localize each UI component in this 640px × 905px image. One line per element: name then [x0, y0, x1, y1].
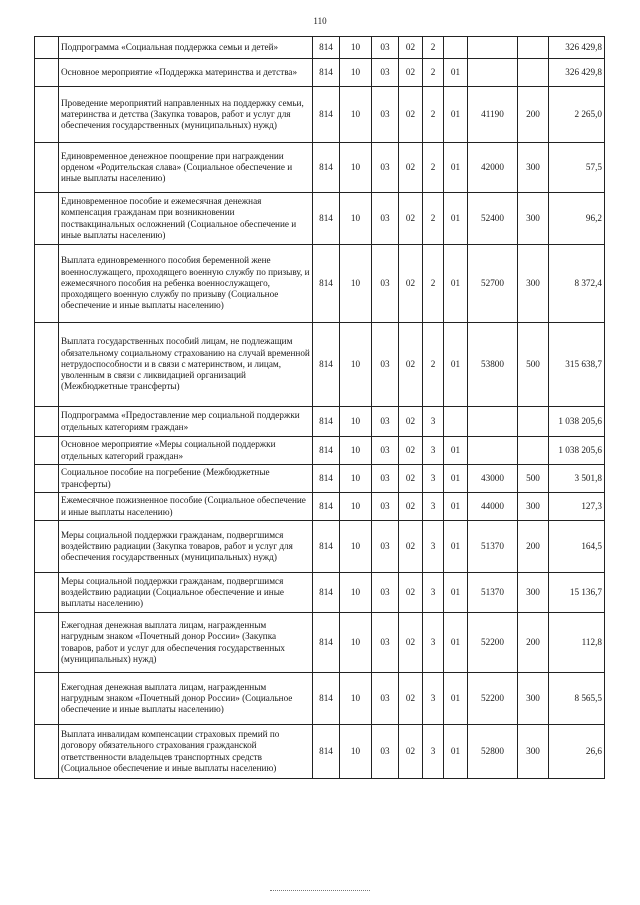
cell-subprogram: 3 — [423, 613, 444, 673]
cell-gr: 814 — [313, 37, 340, 59]
cell-sum: 326 429,8 — [549, 59, 605, 87]
cell-vr: 200 — [518, 613, 549, 673]
cell-direction: 41190 — [468, 87, 518, 143]
cell-program: 02 — [399, 143, 423, 193]
table-row — [35, 143, 605, 193]
cell-name: Выплата единовременного пособия беременной жене военнослужащего, проходящего военную службу по призыву, и ежемесячного пособия на ребенка военнослужащего, проходящего военную службу по призыву (Социальное обеспечение и иные выплаты населению) — [59, 245, 313, 323]
cell-sum: 15 136,7 — [549, 573, 605, 613]
cell-name: Подпрограмма «Социальная поддержка семьи и детей» — [59, 37, 313, 59]
cell-subprogram: 3 — [423, 725, 444, 779]
cell-gr: 814 — [313, 245, 340, 323]
cell-vr: 300 — [518, 245, 549, 323]
cell-subprogram: 3 — [423, 437, 444, 465]
cell-subprogram: 3 — [423, 673, 444, 725]
cell-name: Социальное пособие на погребение (Межбюджетные трансферты) — [59, 465, 313, 493]
cell-pr: 03 — [372, 87, 399, 143]
cell-rz: 10 — [340, 493, 372, 521]
table-row — [35, 37, 605, 59]
cell-blank — [35, 521, 59, 573]
cell-pr: 03 — [372, 613, 399, 673]
cell-measure — [444, 407, 468, 437]
cell-blank — [35, 465, 59, 493]
cell-program: 02 — [399, 521, 423, 573]
cell-sum: 164,5 — [549, 521, 605, 573]
cell-pr: 03 — [372, 673, 399, 725]
cell-subprogram: 3 — [423, 521, 444, 573]
cell-subprogram: 2 — [423, 193, 444, 245]
cell-vr — [518, 37, 549, 59]
cell-pr: 03 — [372, 37, 399, 59]
cell-pr: 03 — [372, 493, 399, 521]
cell-gr: 814 — [313, 673, 340, 725]
cell-rz: 10 — [340, 245, 372, 323]
cell-gr: 814 — [313, 143, 340, 193]
cell-sum: 26,6 — [549, 725, 605, 779]
cell-direction: 52200 — [468, 613, 518, 673]
cell-rz: 10 — [340, 193, 372, 245]
cell-rz: 10 — [340, 725, 372, 779]
cell-program: 02 — [399, 245, 423, 323]
cell-direction: 44000 — [468, 493, 518, 521]
cell-vr — [518, 59, 549, 87]
cell-direction: 51370 — [468, 521, 518, 573]
cell-program: 02 — [399, 323, 423, 407]
cell-pr: 03 — [372, 521, 399, 573]
cell-subprogram: 2 — [423, 323, 444, 407]
cell-blank — [35, 493, 59, 521]
cell-sum: 1 038 205,6 — [549, 437, 605, 465]
cell-blank — [35, 673, 59, 725]
cell-program: 02 — [399, 725, 423, 779]
cell-vr: 300 — [518, 493, 549, 521]
cell-subprogram: 2 — [423, 143, 444, 193]
cell-gr: 814 — [313, 323, 340, 407]
cell-gr: 814 — [313, 59, 340, 87]
cell-name: Основное мероприятие «Меры социальной поддержки отдельных категорий граждан» — [59, 437, 313, 465]
cell-gr: 814 — [313, 87, 340, 143]
table-row — [35, 493, 605, 521]
cell-gr: 814 — [313, 725, 340, 779]
cell-program: 02 — [399, 87, 423, 143]
cell-measure: 01 — [444, 87, 468, 143]
cell-vr: 300 — [518, 573, 549, 613]
cell-measure: 01 — [444, 465, 468, 493]
cell-pr: 03 — [372, 323, 399, 407]
footer-mark — [270, 890, 370, 895]
cell-rz: 10 — [340, 437, 372, 465]
table-row — [35, 725, 605, 779]
cell-direction: 52800 — [468, 725, 518, 779]
cell-gr: 814 — [313, 437, 340, 465]
cell-pr: 03 — [372, 143, 399, 193]
cell-program: 02 — [399, 437, 423, 465]
cell-program: 02 — [399, 193, 423, 245]
cell-name: Выплата государственных пособий лицам, не подлежащим обязательному социальному страхованию на случай временной нетрудоспособности и в связи с материнством, и лицам, уволенным в связи с ликвидацией организаций (Межбюджетные трансферты) — [59, 323, 313, 407]
page-number: 110 — [313, 16, 327, 26]
cell-vr: 200 — [518, 521, 549, 573]
cell-vr: 300 — [518, 725, 549, 779]
cell-blank — [35, 245, 59, 323]
cell-gr: 814 — [313, 613, 340, 673]
cell-vr: 500 — [518, 465, 549, 493]
cell-blank — [35, 725, 59, 779]
cell-blank — [35, 37, 59, 59]
cell-program: 02 — [399, 613, 423, 673]
cell-rz: 10 — [340, 323, 372, 407]
cell-name: Единовременное денежное поощрение при награждении орденом «Родительская слава» (Социальное обеспечение и иные выплаты населению) — [59, 143, 313, 193]
cell-direction: 43000 — [468, 465, 518, 493]
cell-rz: 10 — [340, 465, 372, 493]
cell-sum: 112,8 — [549, 613, 605, 673]
cell-measure: 01 — [444, 673, 468, 725]
cell-program: 02 — [399, 59, 423, 87]
cell-rz: 10 — [340, 613, 372, 673]
cell-measure: 01 — [444, 323, 468, 407]
table-body — [35, 37, 605, 779]
cell-pr: 03 — [372, 59, 399, 87]
cell-measure: 01 — [444, 437, 468, 465]
table-row — [35, 323, 605, 407]
cell-rz: 10 — [340, 521, 372, 573]
cell-name: Меры социальной поддержки гражданам, подвергшимся воздействию радиации (Социальное обеспечение и иные выплаты населению) — [59, 573, 313, 613]
cell-pr: 03 — [372, 245, 399, 323]
cell-measure: 01 — [444, 193, 468, 245]
cell-blank — [35, 143, 59, 193]
cell-pr: 03 — [372, 725, 399, 779]
cell-measure: 01 — [444, 493, 468, 521]
cell-vr: 300 — [518, 143, 549, 193]
cell-rz: 10 — [340, 59, 372, 87]
cell-blank — [35, 613, 59, 673]
cell-sum: 8 565,5 — [549, 673, 605, 725]
table-row — [35, 437, 605, 465]
cell-name: Ежегодная денежная выплата лицам, награжденным нагрудным знаком «Почетный донор России» (Закупка товаров, работ и услуг для обеспечения государственных (муниципальных) нужд) — [59, 613, 313, 673]
cell-rz: 10 — [340, 143, 372, 193]
cell-gr: 814 — [313, 573, 340, 613]
cell-blank — [35, 87, 59, 143]
cell-name: Ежемесячное пожизненное пособие (Социальное обеспечение и иные выплаты населению) — [59, 493, 313, 521]
table-row — [35, 407, 605, 437]
cell-rz: 10 — [340, 673, 372, 725]
cell-measure — [444, 37, 468, 59]
cell-direction — [468, 407, 518, 437]
cell-name: Выплата инвалидам компенсации страховых премий по договору обязательного страхования гражданской ответственности владельцев транспортных средств (Социальное обеспечение и иные выплаты населению) — [59, 725, 313, 779]
cell-subprogram: 2 — [423, 37, 444, 59]
cell-blank — [35, 573, 59, 613]
table-row — [35, 613, 605, 673]
cell-blank — [35, 407, 59, 437]
cell-direction: 51370 — [468, 573, 518, 613]
cell-vr — [518, 407, 549, 437]
cell-direction — [468, 37, 518, 59]
cell-program: 02 — [399, 465, 423, 493]
cell-sum: 2 265,0 — [549, 87, 605, 143]
cell-direction — [468, 437, 518, 465]
table-row — [35, 245, 605, 323]
cell-measure: 01 — [444, 613, 468, 673]
cell-measure: 01 — [444, 59, 468, 87]
cell-sum: 96,2 — [549, 193, 605, 245]
cell-measure: 01 — [444, 573, 468, 613]
cell-sum: 8 372,4 — [549, 245, 605, 323]
cell-subprogram: 2 — [423, 87, 444, 143]
cell-direction: 53800 — [468, 323, 518, 407]
cell-blank — [35, 193, 59, 245]
cell-subprogram: 3 — [423, 493, 444, 521]
table-row — [35, 465, 605, 493]
cell-sum: 3 501,8 — [549, 465, 605, 493]
cell-vr: 300 — [518, 673, 549, 725]
cell-blank — [35, 323, 59, 407]
cell-gr: 814 — [313, 193, 340, 245]
table-row — [35, 87, 605, 143]
cell-name: Единовременное пособие и ежемесячная денежная компенсация гражданам при возникновении поствакцинальных осложнений (Социальное обеспечение и иные выплаты населению) — [59, 193, 313, 245]
table-row — [35, 573, 605, 613]
cell-sum: 315 638,7 — [549, 323, 605, 407]
cell-pr: 03 — [372, 465, 399, 493]
cell-vr: 300 — [518, 193, 549, 245]
cell-subprogram: 3 — [423, 573, 444, 613]
cell-sum: 1 038 205,6 — [549, 407, 605, 437]
cell-rz: 10 — [340, 37, 372, 59]
cell-gr: 814 — [313, 465, 340, 493]
cell-direction — [468, 59, 518, 87]
cell-name: Проведение мероприятий направленных на поддержку семьи, материнства и детства (Закупка товаров, работ и услуг для обеспечения государственных (муниципальных) нужд) — [59, 87, 313, 143]
cell-vr: 200 — [518, 87, 549, 143]
cell-gr: 814 — [313, 521, 340, 573]
cell-program: 02 — [399, 493, 423, 521]
cell-subprogram: 2 — [423, 245, 444, 323]
budget-table — [34, 36, 605, 779]
table-row — [35, 673, 605, 725]
cell-direction: 52400 — [468, 193, 518, 245]
cell-pr: 03 — [372, 437, 399, 465]
cell-name: Основное мероприятие «Поддержка материнства и детства» — [59, 59, 313, 87]
cell-gr: 814 — [313, 407, 340, 437]
cell-sum: 127,3 — [549, 493, 605, 521]
cell-direction: 52700 — [468, 245, 518, 323]
cell-program: 02 — [399, 673, 423, 725]
cell-name: Меры социальной поддержки гражданам, подвергшимся воздействию радиации (Закупка товаров, работ и услуг для обеспечения государственных (муниципальных) нужд) — [59, 521, 313, 573]
cell-direction: 52200 — [468, 673, 518, 725]
table-row — [35, 521, 605, 573]
cell-blank — [35, 437, 59, 465]
cell-vr — [518, 437, 549, 465]
cell-blank — [35, 59, 59, 87]
cell-program: 02 — [399, 37, 423, 59]
cell-name: Подпрограмма «Предоставление мер социальной поддержки отдельных категориям граждан» — [59, 407, 313, 437]
cell-measure: 01 — [444, 521, 468, 573]
cell-measure: 01 — [444, 143, 468, 193]
cell-vr: 500 — [518, 323, 549, 407]
cell-subprogram: 3 — [423, 465, 444, 493]
cell-rz: 10 — [340, 573, 372, 613]
cell-measure: 01 — [444, 725, 468, 779]
cell-gr: 814 — [313, 493, 340, 521]
cell-rz: 10 — [340, 407, 372, 437]
cell-sum: 326 429,8 — [549, 37, 605, 59]
cell-program: 02 — [399, 573, 423, 613]
cell-name: Ежегодная денежная выплата лицам, награжденным нагрудным знаком «Почетный донор России» (Социальное обеспечение и иные выплаты населению) — [59, 673, 313, 725]
cell-measure: 01 — [444, 245, 468, 323]
cell-direction: 42000 — [468, 143, 518, 193]
cell-sum: 57,5 — [549, 143, 605, 193]
cell-pr: 03 — [372, 573, 399, 613]
cell-subprogram: 2 — [423, 59, 444, 87]
cell-program: 02 — [399, 407, 423, 437]
cell-pr: 03 — [372, 193, 399, 245]
table-row — [35, 193, 605, 245]
cell-subprogram: 3 — [423, 407, 444, 437]
cell-rz: 10 — [340, 87, 372, 143]
table-row — [35, 59, 605, 87]
cell-pr: 03 — [372, 407, 399, 437]
